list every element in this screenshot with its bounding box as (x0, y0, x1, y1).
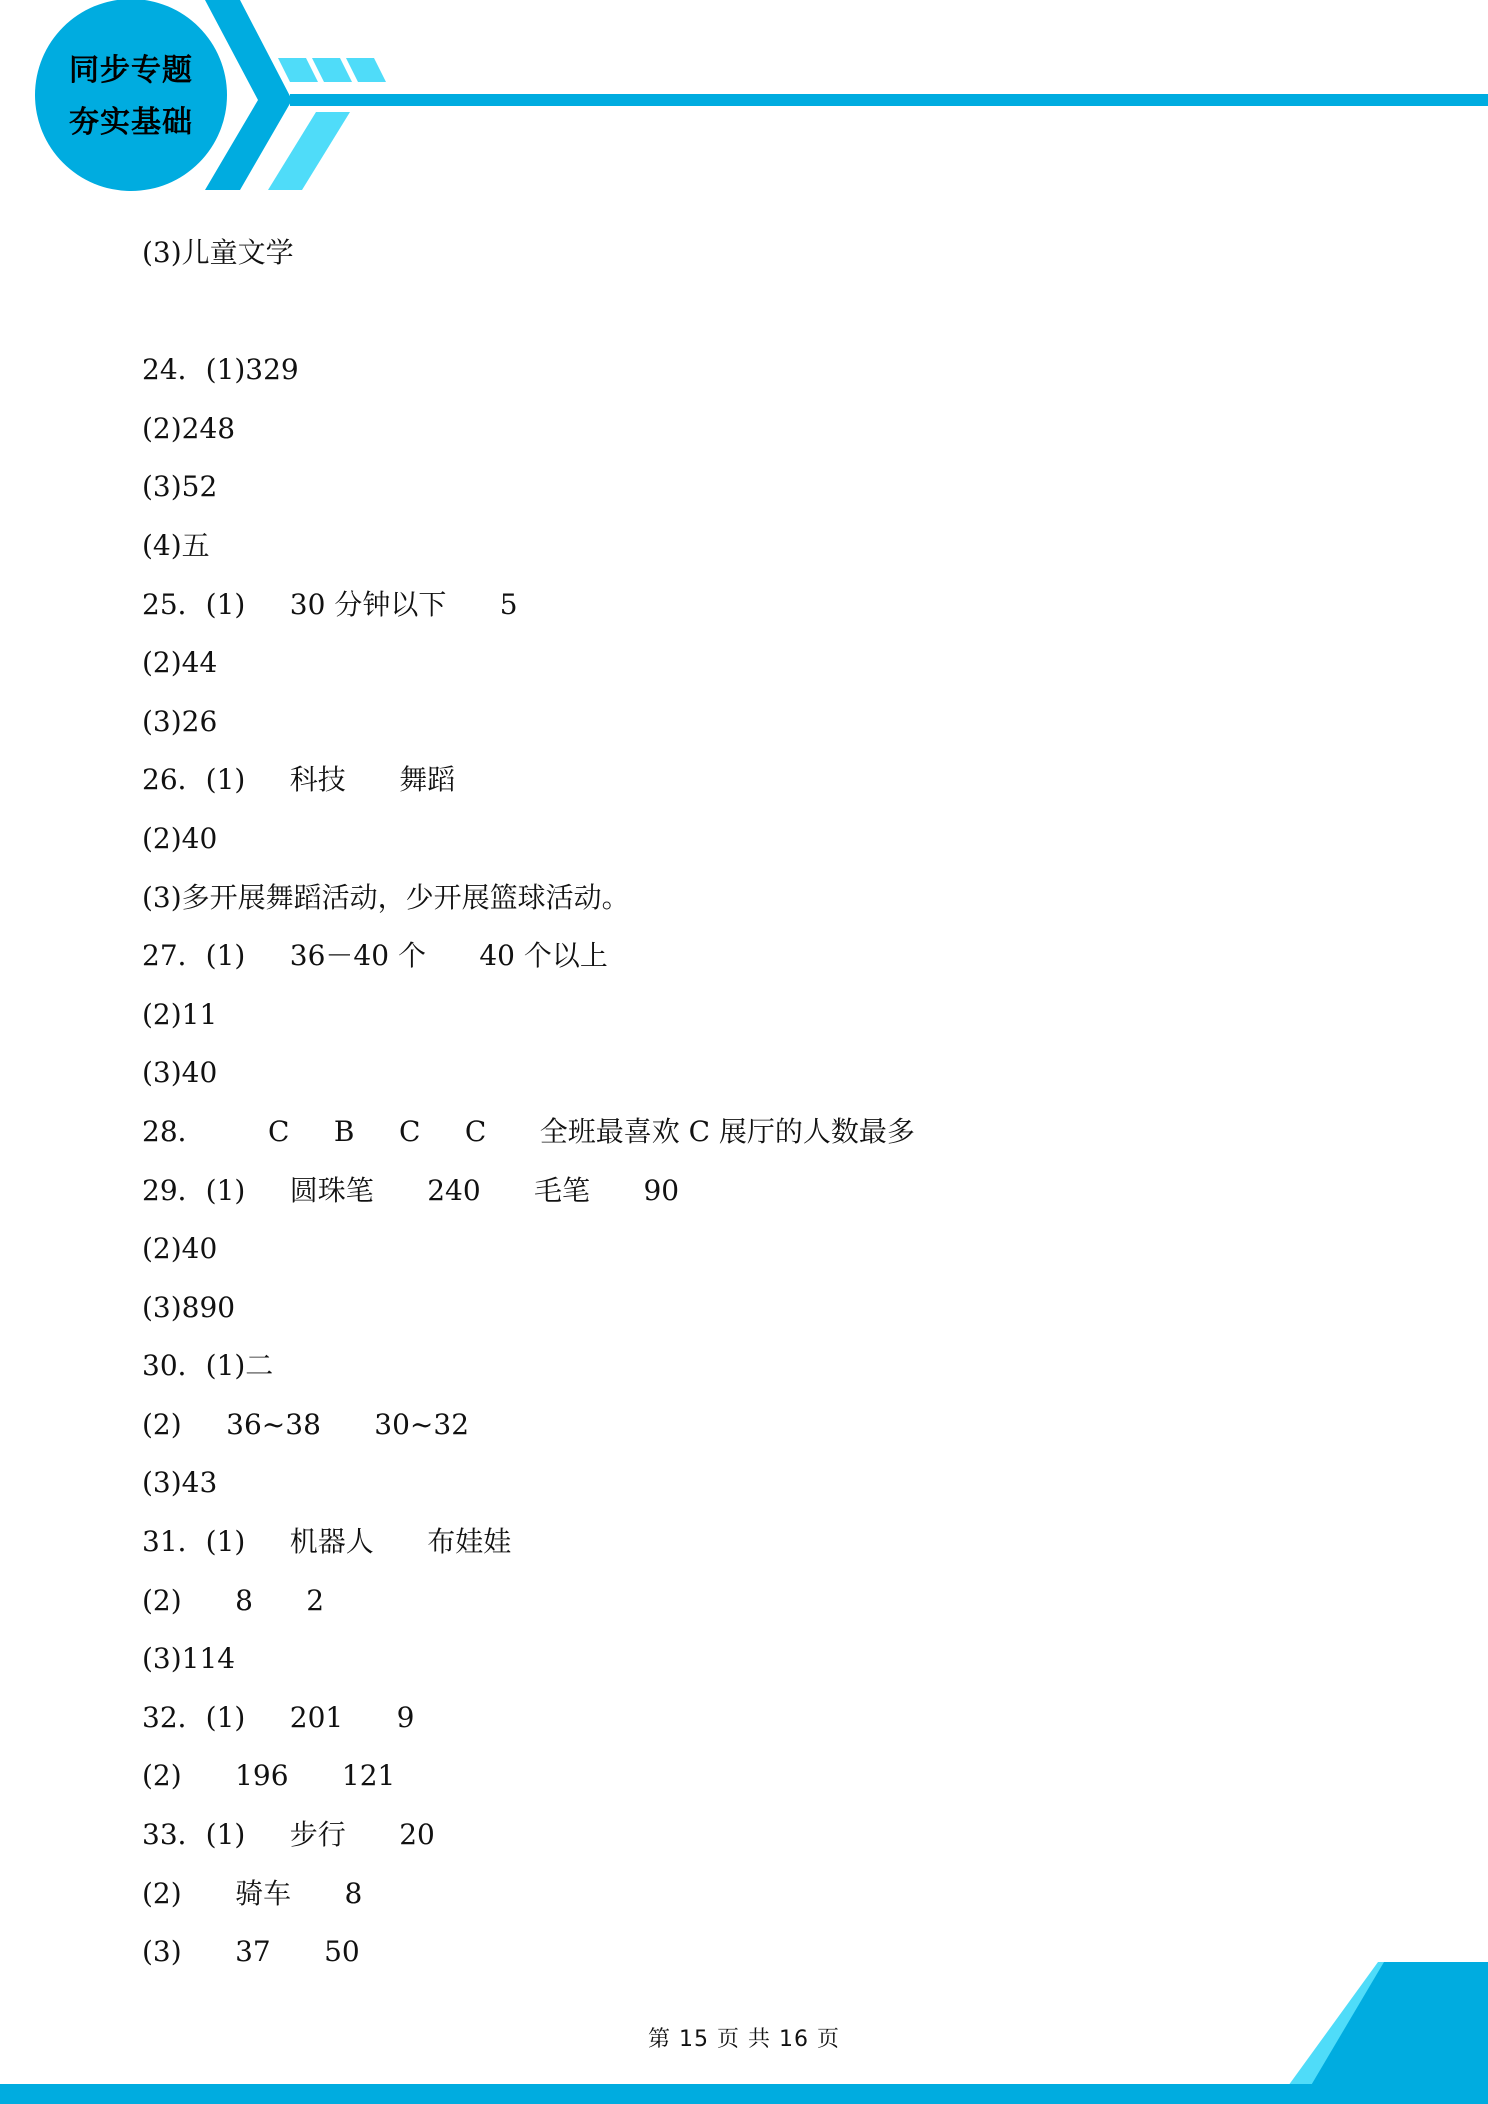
header-stripe-2 (312, 58, 352, 82)
answer-text: (3)多开展舞蹈活动，少开展篮球活动。 (142, 880, 630, 914)
answer-line (142, 1162, 1342, 1221)
answer-text: (1) 201 9 (205, 1700, 415, 1734)
answer-line (142, 576, 1342, 635)
answer-list (142, 224, 1342, 1982)
answer-text: (1) 机器人 布娃娃 (205, 1525, 512, 1559)
answer-line (142, 1044, 1342, 1103)
answer-line (142, 986, 1342, 1045)
answer-text: (2) 骑车 8 (142, 1876, 363, 1910)
question-number: 28． (142, 1114, 206, 1148)
answer-line (142, 1103, 1342, 1162)
badge-line-1: 同步专题 (69, 53, 193, 88)
page-number: 第 15 页 共 16 页 (648, 2027, 840, 2052)
answer-text: (2)40 (142, 821, 218, 855)
answer-text: (3)52 (142, 470, 218, 504)
answer-text: (3)26 (142, 704, 218, 738)
answer-line (142, 1747, 1342, 1806)
answer-line (142, 810, 1342, 869)
answer-text: (3)890 (142, 1290, 236, 1324)
answer-text: (4)五 (142, 528, 210, 562)
answer-line (142, 1689, 1342, 1748)
question-number: 30． (142, 1349, 206, 1383)
answer-text: (3) 37 50 (142, 1935, 360, 1969)
footer-bar (0, 2084, 1488, 2104)
question-number: 25． (142, 587, 206, 621)
answer-line (142, 1396, 1342, 1455)
header-slash (268, 112, 350, 190)
header-stripe-1 (278, 58, 318, 82)
answer-line (142, 517, 1342, 576)
answer-line (142, 927, 1342, 986)
answer-text: (1) 圆珠笔 240 毛笔 90 (205, 1173, 680, 1207)
answer-line (142, 1279, 1342, 1338)
answer-line (142, 1220, 1342, 1279)
answer-line (142, 634, 1342, 693)
header-bar (290, 94, 1488, 106)
question-number: 27． (142, 939, 206, 973)
answer-line (142, 458, 1342, 517)
answer-line (142, 869, 1342, 928)
answer-text: (2) 36~38 30~32 (142, 1407, 470, 1441)
question-number: 29． (142, 1173, 206, 1207)
answer-text: (2)11 (142, 997, 218, 1031)
answer-line (142, 400, 1342, 459)
answer-line (142, 751, 1342, 810)
answer-text: (2)40 (142, 1232, 218, 1266)
answer-line (142, 693, 1342, 752)
header-stripe-3 (346, 58, 386, 82)
answer-text: (3)114 (142, 1642, 236, 1676)
answer-text: (1) 科技 舞蹈 (205, 763, 456, 797)
answer-line (142, 1806, 1342, 1865)
answer-text: (3)儿童文学 (142, 236, 294, 269)
answer-text: (3)43 (142, 1466, 218, 1500)
answer-line (142, 341, 1342, 400)
answer-text: (2) 196 121 (142, 1759, 396, 1793)
question-number: 26． (142, 763, 206, 797)
answer-text: (1) 30 分钟以下 5 (205, 587, 518, 621)
question-number: 32． (142, 1700, 206, 1734)
answer-line (142, 1630, 1342, 1689)
answer-text: (1)329 (205, 353, 299, 387)
answer-line (142, 1337, 1342, 1396)
answer-text: (1) 36－40 个 40 个以上 (205, 939, 608, 973)
answer-line (142, 1513, 1342, 1572)
section-badge (34, 0, 228, 194)
answer-text: (1) 步行 20 (205, 1818, 435, 1852)
question-number: 33． (142, 1818, 206, 1852)
answer-text: (1)二 (205, 1349, 274, 1383)
answer-line (142, 1454, 1342, 1513)
answer-line (142, 1865, 1342, 1924)
answer-text: (2)44 (142, 646, 218, 680)
answer-line (142, 1572, 1342, 1631)
answer-text: (2) 8 2 (142, 1583, 325, 1617)
answer-text: C B C C 全班最喜欢 C 展厅的人数最多 (205, 1114, 915, 1148)
question-number: 24． (142, 353, 206, 387)
answer-text: (2)248 (142, 411, 236, 445)
badge-line-2: 夯实基础 (69, 105, 193, 140)
question-number: 31． (142, 1525, 206, 1559)
answer-text: (3)40 (142, 1056, 218, 1090)
answer-line (142, 224, 1342, 283)
